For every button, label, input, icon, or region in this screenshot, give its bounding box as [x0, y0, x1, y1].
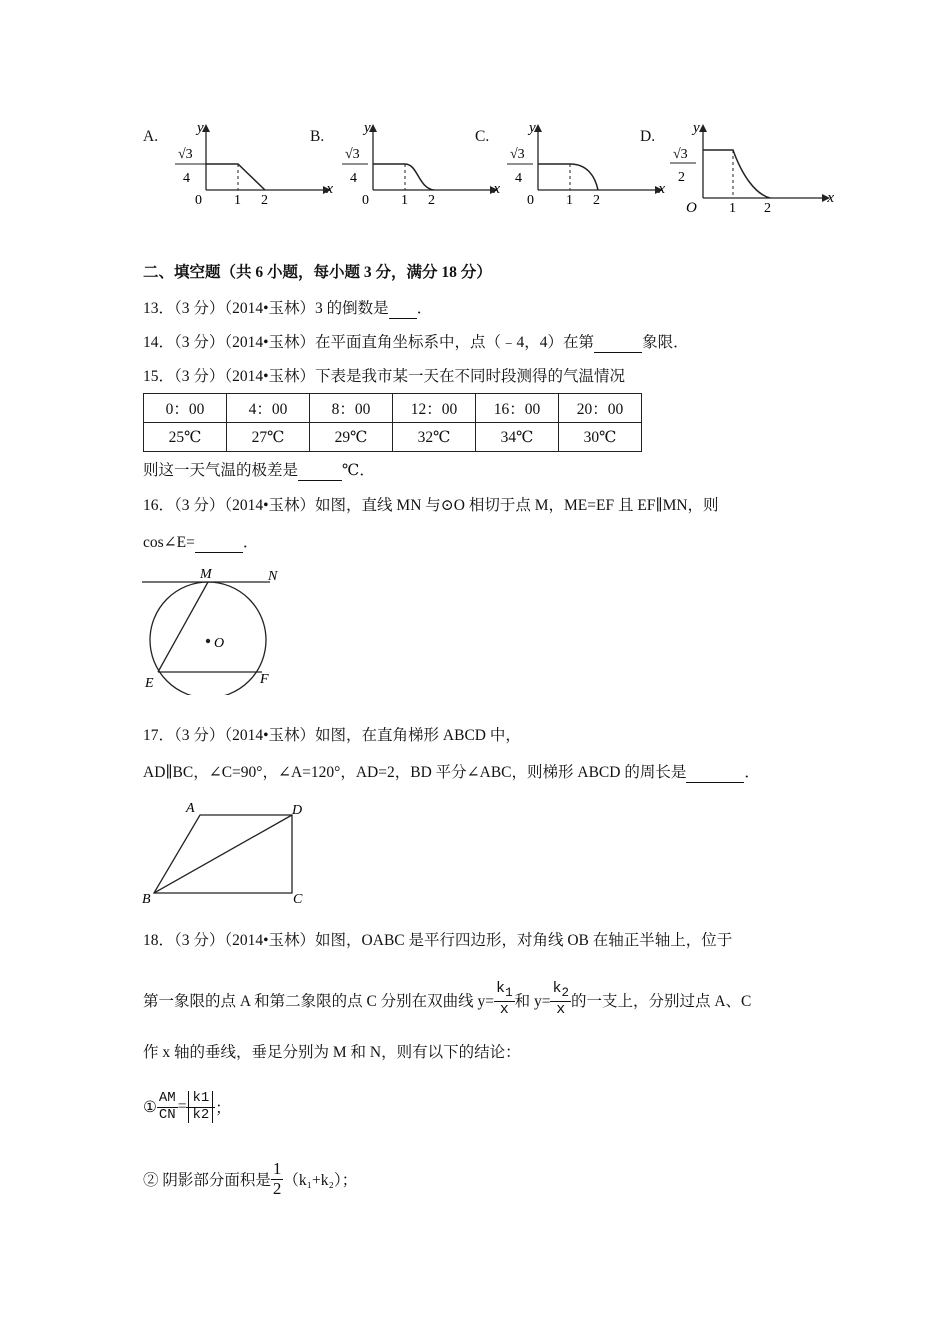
x-label: x [326, 181, 333, 197]
y-value-numerator: √3 [345, 147, 360, 162]
conclusion-end: ； [215, 1100, 231, 1117]
question-15-tail [143, 458, 375, 481]
tick-2: 2 [261, 193, 268, 208]
y-value-denominator: 4 [183, 171, 190, 186]
x-label: x [658, 181, 665, 197]
y-value-denominator: 4 [515, 171, 522, 186]
question-text: 和 y= [514, 993, 551, 1010]
origin-label: 0 [527, 193, 534, 208]
table-cell: 29℃ [310, 423, 393, 452]
origin-label: 0 [362, 193, 369, 208]
table-cell: 8：00 [310, 394, 393, 423]
table-cell: 0：00 [144, 394, 227, 423]
table-cell: 34℃ [476, 423, 559, 452]
numerator: 1 [272, 1158, 282, 1178]
k-symbol: k [552, 980, 562, 998]
fraction-abs-k1-over-abs-k2 [186, 1091, 215, 1123]
question-16-line2 [143, 530, 258, 553]
denominator-cn: CN [158, 1106, 176, 1123]
label-o: O [214, 636, 225, 651]
table-cell: 30℃ [559, 423, 642, 452]
k-subscript: 1 [505, 986, 513, 1001]
origin-label: 0 [195, 193, 202, 208]
question-text: 13．（3 分）（2014•玉林）3 的倒数是 [143, 300, 389, 317]
center-point [206, 639, 210, 643]
y-label: y [693, 120, 700, 136]
option-letter: C. [475, 128, 490, 145]
y-value-numerator: √3 [178, 147, 193, 162]
circle-tangent-figure [140, 565, 290, 695]
trapezoid-figure [140, 795, 320, 910]
question-end: ． [744, 764, 760, 781]
table-cell: 16：00 [476, 394, 559, 423]
question-14 [143, 330, 689, 353]
diagonal-bd [154, 815, 292, 893]
table-cell: 4：00 [227, 394, 310, 423]
conclusion-text: （k₁+k₂）； [283, 1172, 358, 1189]
tick-2: 2 [764, 201, 771, 216]
y-value-numerator: √3 [673, 147, 688, 162]
y-value-numerator: √3 [510, 147, 525, 162]
label-m: M [200, 567, 212, 582]
numerator-am: AM [158, 1090, 176, 1107]
question-text: 14．（3 分）（2014•玉林）在平面直角坐标系中，点（﹣4，4）在第 [143, 334, 595, 351]
y-label: y [364, 120, 371, 136]
table-row [144, 423, 642, 452]
label-a: A [186, 801, 195, 816]
fraction-am-over-cn [157, 1091, 178, 1123]
tick-1: 1 [566, 193, 573, 208]
conclusion-1 [143, 1078, 231, 1136]
section-title: 二、填空题（共 6 小题，每小题 3 分，满分 18 分） [143, 264, 492, 281]
conclusion-marker: ① [143, 1098, 157, 1116]
function-curve [538, 164, 598, 190]
function-curve [703, 150, 770, 198]
question-end: ℃． [342, 462, 375, 479]
question-end: ． [242, 534, 259, 551]
label-n: N [268, 569, 278, 584]
denominator-x: x [499, 1001, 509, 1019]
function-curve [373, 164, 434, 190]
label-d: D [292, 803, 303, 818]
table-cell: 27℃ [227, 423, 310, 452]
question-18-line2 [143, 975, 751, 1025]
y-value-denominator: 2 [678, 170, 685, 185]
tick-1: 1 [401, 193, 408, 208]
tick-1: 1 [729, 201, 736, 216]
answer-blank[interactable] [686, 764, 744, 783]
function-curve [206, 164, 265, 190]
denominator-x: x [556, 1001, 566, 1019]
conclusion-text: ② 阴影部分面积是 [143, 1172, 271, 1189]
question-text: AD∥BC，∠C=90°，∠A=120°，AD=2，BD 平分∠ABC，则梯形 ABCD 的周长是 [143, 764, 687, 781]
answer-blank[interactable] [389, 300, 417, 319]
table-cell: 20：00 [559, 394, 642, 423]
abs-k2: k2 [188, 1108, 213, 1123]
table-cell: 32℃ [393, 423, 476, 452]
fraction-one-half [271, 1160, 284, 1198]
option-a-graph [163, 120, 333, 215]
origin-label: O [686, 200, 697, 216]
equals-sign: = [177, 1098, 187, 1115]
label-b: B [142, 892, 151, 907]
question-end: 象限． [642, 334, 689, 351]
fraction-k1-over-x [494, 981, 515, 1018]
question-17-line1: 17．（3 分）（2014•玉林）如图，在直角梯形 ABCD 中， [143, 727, 521, 744]
question-end: ． [416, 300, 433, 317]
label-f: F [260, 672, 269, 687]
question-18-line1: 18．（3 分）（2014•玉林）如图，OABC 是平行四边形，对角线 OB 在轴正半轴上，位于 [143, 932, 733, 949]
question-18-line3: 作 x 轴的垂线，垂足分别为 M 和 N，则有以下的结论： [143, 1044, 521, 1061]
answer-blank[interactable] [594, 334, 642, 353]
label-c: C [293, 892, 303, 907]
question-text: 的一支上，分别过点 A、C [570, 993, 752, 1010]
y-label: y [197, 120, 204, 136]
k-symbol: k [496, 980, 506, 998]
tick-2: 2 [593, 193, 600, 208]
table-row [144, 394, 642, 423]
table-cell: 25℃ [144, 423, 227, 452]
x-label: x [493, 181, 500, 197]
tick-2: 2 [428, 193, 435, 208]
table-cell: 12：00 [393, 394, 476, 423]
conclusion-2 [143, 1154, 357, 1204]
segment-me [158, 582, 208, 672]
question-text: cos∠E= [143, 534, 195, 551]
k-subscript: 2 [561, 986, 569, 1001]
denominator: 2 [272, 1178, 282, 1198]
label-e: E [145, 676, 154, 691]
tick-1: 1 [234, 193, 241, 208]
option-letter: B. [310, 128, 325, 145]
fraction-k2-over-x [550, 981, 571, 1018]
y-label: y [529, 120, 536, 136]
question-text: 第一象限的点 A 和第二象限的点 C 分别在双曲线 y= [143, 993, 495, 1010]
question-16-line1: 16．（3 分）（2014•玉林）如图，直线 MN 与⊙O 相切于点 M，ME=EF 且 EF∥MN，则 [143, 497, 719, 514]
option-letter: A. [143, 128, 159, 145]
question-17-line2 [143, 760, 760, 783]
option-letter: D. [640, 128, 656, 145]
answer-blank[interactable] [195, 534, 243, 553]
temperature-table [143, 393, 642, 452]
question-15: 15．（3 分）（2014•玉林）下表是我市某一天在不同时段测得的气温情况 [143, 368, 626, 385]
x-label: x [827, 190, 834, 206]
circle-o [150, 582, 266, 695]
abs-k1: k1 [188, 1091, 213, 1106]
question-text: 则这一天气温的极差是 [143, 462, 299, 479]
question-13 [143, 296, 432, 319]
answer-blank[interactable] [298, 462, 342, 481]
y-value-denominator: 4 [350, 171, 357, 186]
option-d-graph [660, 120, 835, 220]
